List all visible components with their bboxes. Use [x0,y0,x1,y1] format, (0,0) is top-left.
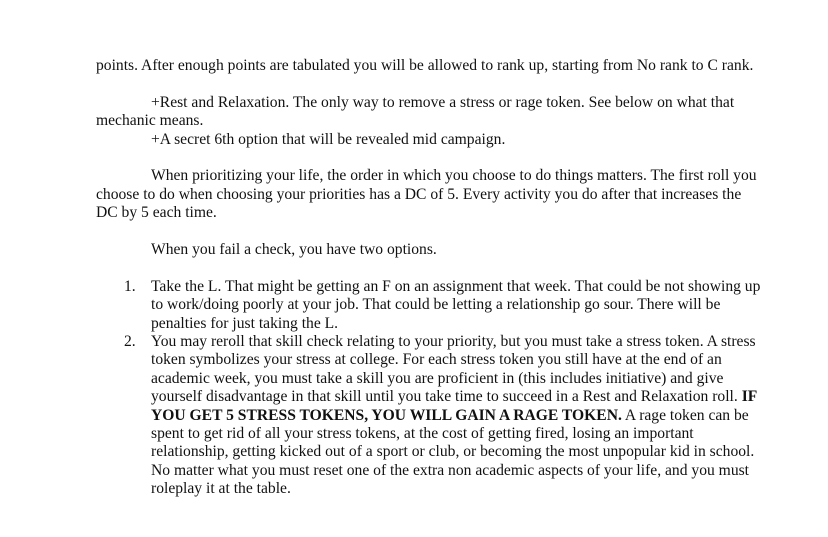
list-item-number: 2. [124,333,136,351]
list-item [96,278,764,333]
paragraph-prioritizing: When prioritizing your life, the order in which you choose to do things matters. The first roll you choose to do when choosing your priorities has a DC of 5. Every activity you do after that increases the DC by 5 each time. [96,167,757,222]
paragraph-fail-check: When you fail a check, you have two options. [151,241,437,259]
paragraph-rest-relaxation: +Rest and Relaxation. The only way to remove a stress or rage token. See below on what that mechanic means. [96,93,735,130]
list-item [96,333,764,499]
list-item-text: Take the L. That might be getting an F on an assignment that week. That could be not showing up to work/doing poorly at your job. That could be letting a relationship go sour. There will be penalties for just taking the L. [151,277,761,332]
paragraph-gap [96,259,764,277]
options-list [96,278,764,499]
paragraph-secret-option: +A secret 6th option that will be revealed mid campaign. [151,130,506,148]
list-item-text: A rage token can be spent to get rid of all your stress tokens, at the cost of getting fired, losing an important relationship, getting kicked out of a sport or club, or becoming the most unpopular kid in school. No matter what you must reset one of the extra non academic aspects of your life, and you must roleplay it at the table. [151,406,755,498]
list-item-bold-text: IF YOU GET 5 STRESS TOKENS, YOU WILL GAIN A RAGE TOKEN. [151,388,757,424]
document-page [96,57,764,499]
paragraph-rank-points: points. After enough points are tabulated you will be allowed to rank up, starting from No rank to C rank. [96,57,754,74]
paragraph-gap [96,149,764,167]
paragraph-gap [96,75,764,93]
paragraph-gap [96,223,764,241]
list-item-number: 1. [124,277,136,295]
list-item-text: You may reroll that skill check relating to your priority, but you must take a stress token. A stress token symbolizes your stress at college. For each stress token you still have at the end of an academic week, you must take a skill you are proficient in (this includes initiative) and give yourself disadvantage in that skill until you take time to succeed in a Rest and Relaxation roll. [151,333,756,406]
